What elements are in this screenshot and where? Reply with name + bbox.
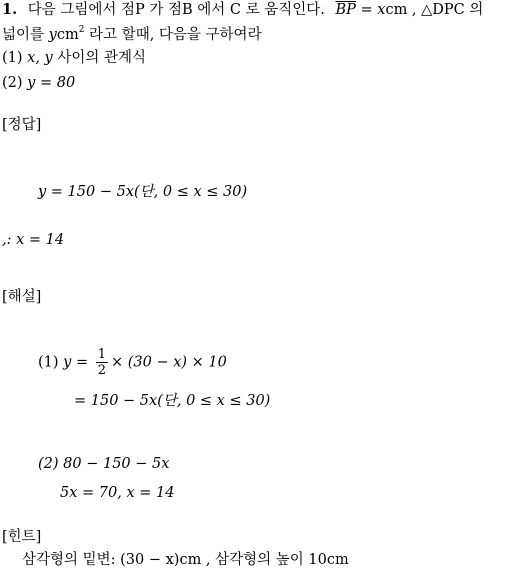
hint-header: [힌트] <box>2 529 42 545</box>
problem-text: 다음 그림에서 점P 가 점B 에서 C 로 움직인다. <box>27 2 325 18</box>
var-y: y <box>48 26 57 43</box>
problem-number: 1. <box>2 1 18 18</box>
question-1 <box>2 51 146 66</box>
answer-line-1: y = 150 − 5x(단, 0 ≤ x ≤ 30) <box>38 184 248 200</box>
question-1-vars: x, y <box>27 50 53 66</box>
question-2-eq: y = 80 <box>27 75 76 91</box>
explanation-step-2b: 5x = 70, x = 14 <box>60 485 175 501</box>
fraction-denominator: 2 <box>97 363 106 378</box>
answer-header: [정답] <box>2 117 42 133</box>
explanation-step-1b: = 150 − 5x(단, 0 ≤ x ≤ 30) <box>74 393 271 409</box>
explanation-header: [해설] <box>2 289 42 305</box>
unit-and-triangle: cm , △DPC 의 <box>385 2 484 18</box>
question-2-prefix: (2) <box>2 75 28 91</box>
step-1-rhs: × (30 − x) × 10 <box>111 354 227 371</box>
unit-cm: cm <box>56 26 79 43</box>
answer-line-2: ,: x = 14 <box>2 232 65 248</box>
problem-line-1 <box>2 3 483 18</box>
problem-line-2 <box>2 27 262 42</box>
hint-text: 삼각형의 밑변: (30 − x)cm , 삼각형의 높이 10cm <box>22 552 349 568</box>
problem-text-2: 넓이를 <box>2 26 49 43</box>
explanation-step-1 <box>38 348 227 377</box>
segment-bp: $\overline{BP}$ <box>335 2 356 18</box>
var-x: x <box>377 2 386 18</box>
question-2 <box>2 76 75 91</box>
step-1-lhs: y = <box>63 354 93 371</box>
explanation-step-2: (2) 80 − 150 − 5x <box>38 456 170 472</box>
fraction-numerator: 1 <box>97 347 106 362</box>
equals-sign: = <box>355 2 378 18</box>
fraction-one-half <box>96 348 108 377</box>
question-1-text: 사이의 관계식 <box>52 50 147 66</box>
question-1-prefix: (1) <box>2 50 28 66</box>
step-1-prefix: (1) <box>38 354 64 371</box>
unit-exponent: 2 <box>78 25 85 35</box>
problem-text-2-rest: 라고 할때, 다음을 구하여라 <box>84 26 262 43</box>
